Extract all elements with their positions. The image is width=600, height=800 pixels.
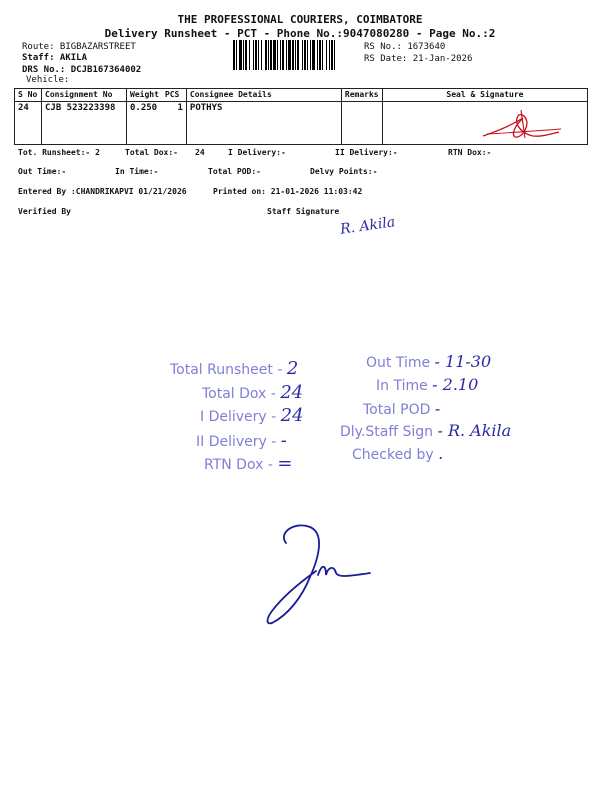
company-title: THE PROFESSIONAL COURIERS, COIMBATORE — [177, 13, 423, 26]
rs-number: RS No.: 1673640 — [364, 42, 446, 52]
col-weight: Weight — [127, 89, 162, 102]
entered-by: Entered By :CHANDRIKAPVI 01/21/2026 — [18, 187, 187, 196]
rtn-dox: RTN Dox:- — [448, 148, 492, 157]
stamp-label: I Delivery - — [200, 409, 277, 425]
barcode-bar — [334, 40, 335, 70]
barcode-bar — [268, 40, 269, 70]
stamp-checked-by — [352, 444, 443, 463]
stamp-label: Total Runsheet - — [170, 362, 283, 378]
barcode-bar — [277, 40, 278, 70]
stamp-value: 24 — [280, 382, 304, 403]
cell-sno: 24 — [15, 102, 42, 145]
barcode-bar — [322, 40, 323, 70]
cell-weight: 0.250 — [127, 102, 162, 145]
stamp-label: In Time — [376, 378, 428, 394]
stamp-label: Dly.Staff Sign — [340, 424, 433, 440]
stamp-value: - 2.10 — [432, 375, 479, 394]
col-sno: S No — [15, 89, 42, 102]
stamp-value: - R. Akila — [437, 421, 512, 440]
cell-consignee: POTHYS — [186, 102, 341, 145]
delvy-points: Delvy Points:- — [310, 167, 378, 176]
barcode-bar — [297, 40, 299, 70]
table-header-row — [15, 89, 588, 102]
vehicle-label: Vehicle: — [26, 75, 70, 85]
total-dox-value: 24 — [195, 148, 205, 157]
stamp-i-delivery — [200, 405, 304, 426]
col-remarks: Remarks — [341, 89, 382, 102]
stamp-value: 2 — [286, 358, 299, 379]
barcode-bar — [282, 40, 284, 70]
barcode-bar — [286, 40, 287, 70]
barcode-bar — [329, 40, 330, 70]
stamp-ii-delivery — [196, 430, 287, 451]
stamp-label: Total Dox - — [202, 386, 276, 402]
cell-remarks — [341, 102, 382, 145]
stamp-label: Out Time — [366, 355, 431, 371]
barcode-bar — [292, 40, 294, 70]
runsheet-subtitle: Delivery Runsheet - PCT - Phone No.:9047080280 - Page No.:2 — [104, 27, 496, 40]
barcode-bar — [307, 40, 308, 70]
barcode-bar — [236, 40, 237, 70]
stamp-label: II Delivery - — [196, 434, 277, 450]
stamp-value: - — [434, 399, 441, 418]
barcode-bar — [288, 40, 291, 70]
ii-delivery: II Delivery:- — [335, 148, 398, 157]
stamp-dly-staff-sign — [340, 421, 511, 440]
barcode-bar — [310, 40, 311, 70]
stamp-label: RTN Dox - — [204, 457, 273, 473]
stamp-in-time — [376, 375, 478, 394]
barcode-bar — [295, 40, 296, 70]
barcode-bar — [261, 40, 262, 70]
stamp-out-time — [366, 352, 491, 371]
barcode-bar — [302, 40, 303, 70]
barcode-icon — [233, 40, 359, 70]
stamp-value: 24 — [280, 405, 304, 426]
barcode-bar — [245, 40, 247, 70]
barcode-bar — [331, 40, 333, 70]
barcode-bar — [265, 40, 267, 70]
barcode-bar — [304, 40, 306, 70]
route-label: Route: BIGBAZARSTREET — [22, 42, 136, 52]
staff-signature-label: Staff Signature — [267, 207, 340, 216]
stamp-value: . — [438, 444, 444, 463]
stamp-total-pod — [363, 399, 440, 418]
barcode-bar — [239, 40, 242, 70]
stamp-label: Total POD — [363, 402, 431, 418]
barcode-bar — [258, 40, 259, 70]
barcode-bar — [233, 40, 235, 70]
barcode-bar — [243, 40, 244, 70]
printed-on: Printed on: 21-01-2026 11:03:42 — [213, 187, 363, 196]
stamp-rtn-dox — [204, 453, 292, 474]
cell-pcs: 1 — [162, 102, 187, 145]
total-pod: Total POD:- — [208, 167, 261, 176]
barcode-bar — [253, 40, 254, 70]
barcode-bar — [312, 40, 315, 70]
barcode-bar — [270, 40, 272, 70]
barcode-bar — [280, 40, 281, 70]
i-delivery: I Delivery:- — [228, 148, 286, 157]
barcode-bar — [317, 40, 318, 70]
col-consignment: Consignment No — [42, 89, 127, 102]
staff-label: Staff: AKILA — [22, 53, 88, 63]
col-pcs: PCS — [162, 89, 187, 102]
barcode-bar — [319, 40, 321, 70]
stamp-total-dox — [202, 382, 303, 403]
verified-by: Verified By — [18, 207, 71, 216]
barcode-bar — [249, 40, 250, 70]
stamp-total-runsheet — [170, 358, 298, 379]
drs-number: DRS No.: DCJB167364002 — [22, 65, 142, 75]
stamp-label: Checked by — [352, 447, 434, 463]
in-time: In Time:- — [115, 167, 159, 176]
barcode-bar — [273, 40, 276, 70]
out-time: Out Time:- — [18, 167, 67, 176]
stamp-value: = — [277, 453, 293, 474]
stamp-value: - — [280, 430, 287, 451]
tot-runsheet: Tot. Runsheet:- 2 — [18, 148, 100, 157]
checker-signature-icon — [258, 515, 378, 635]
col-consignee: Consignee Details — [186, 89, 341, 102]
total-dox-label: Total Dox:- — [125, 148, 178, 157]
barcode-bar — [326, 40, 327, 70]
stamp-value: - 11-30 — [434, 352, 492, 371]
barcode-bar — [255, 40, 257, 70]
cell-consignment: CJB 523223398 — [42, 102, 127, 145]
red-signature-icon — [475, 104, 565, 144]
col-seal: Seal & Signature — [382, 89, 587, 102]
rs-date: RS Date: 21-Jan-2026 — [364, 54, 473, 64]
handwritten-staff-name: R. Akila — [339, 214, 397, 238]
